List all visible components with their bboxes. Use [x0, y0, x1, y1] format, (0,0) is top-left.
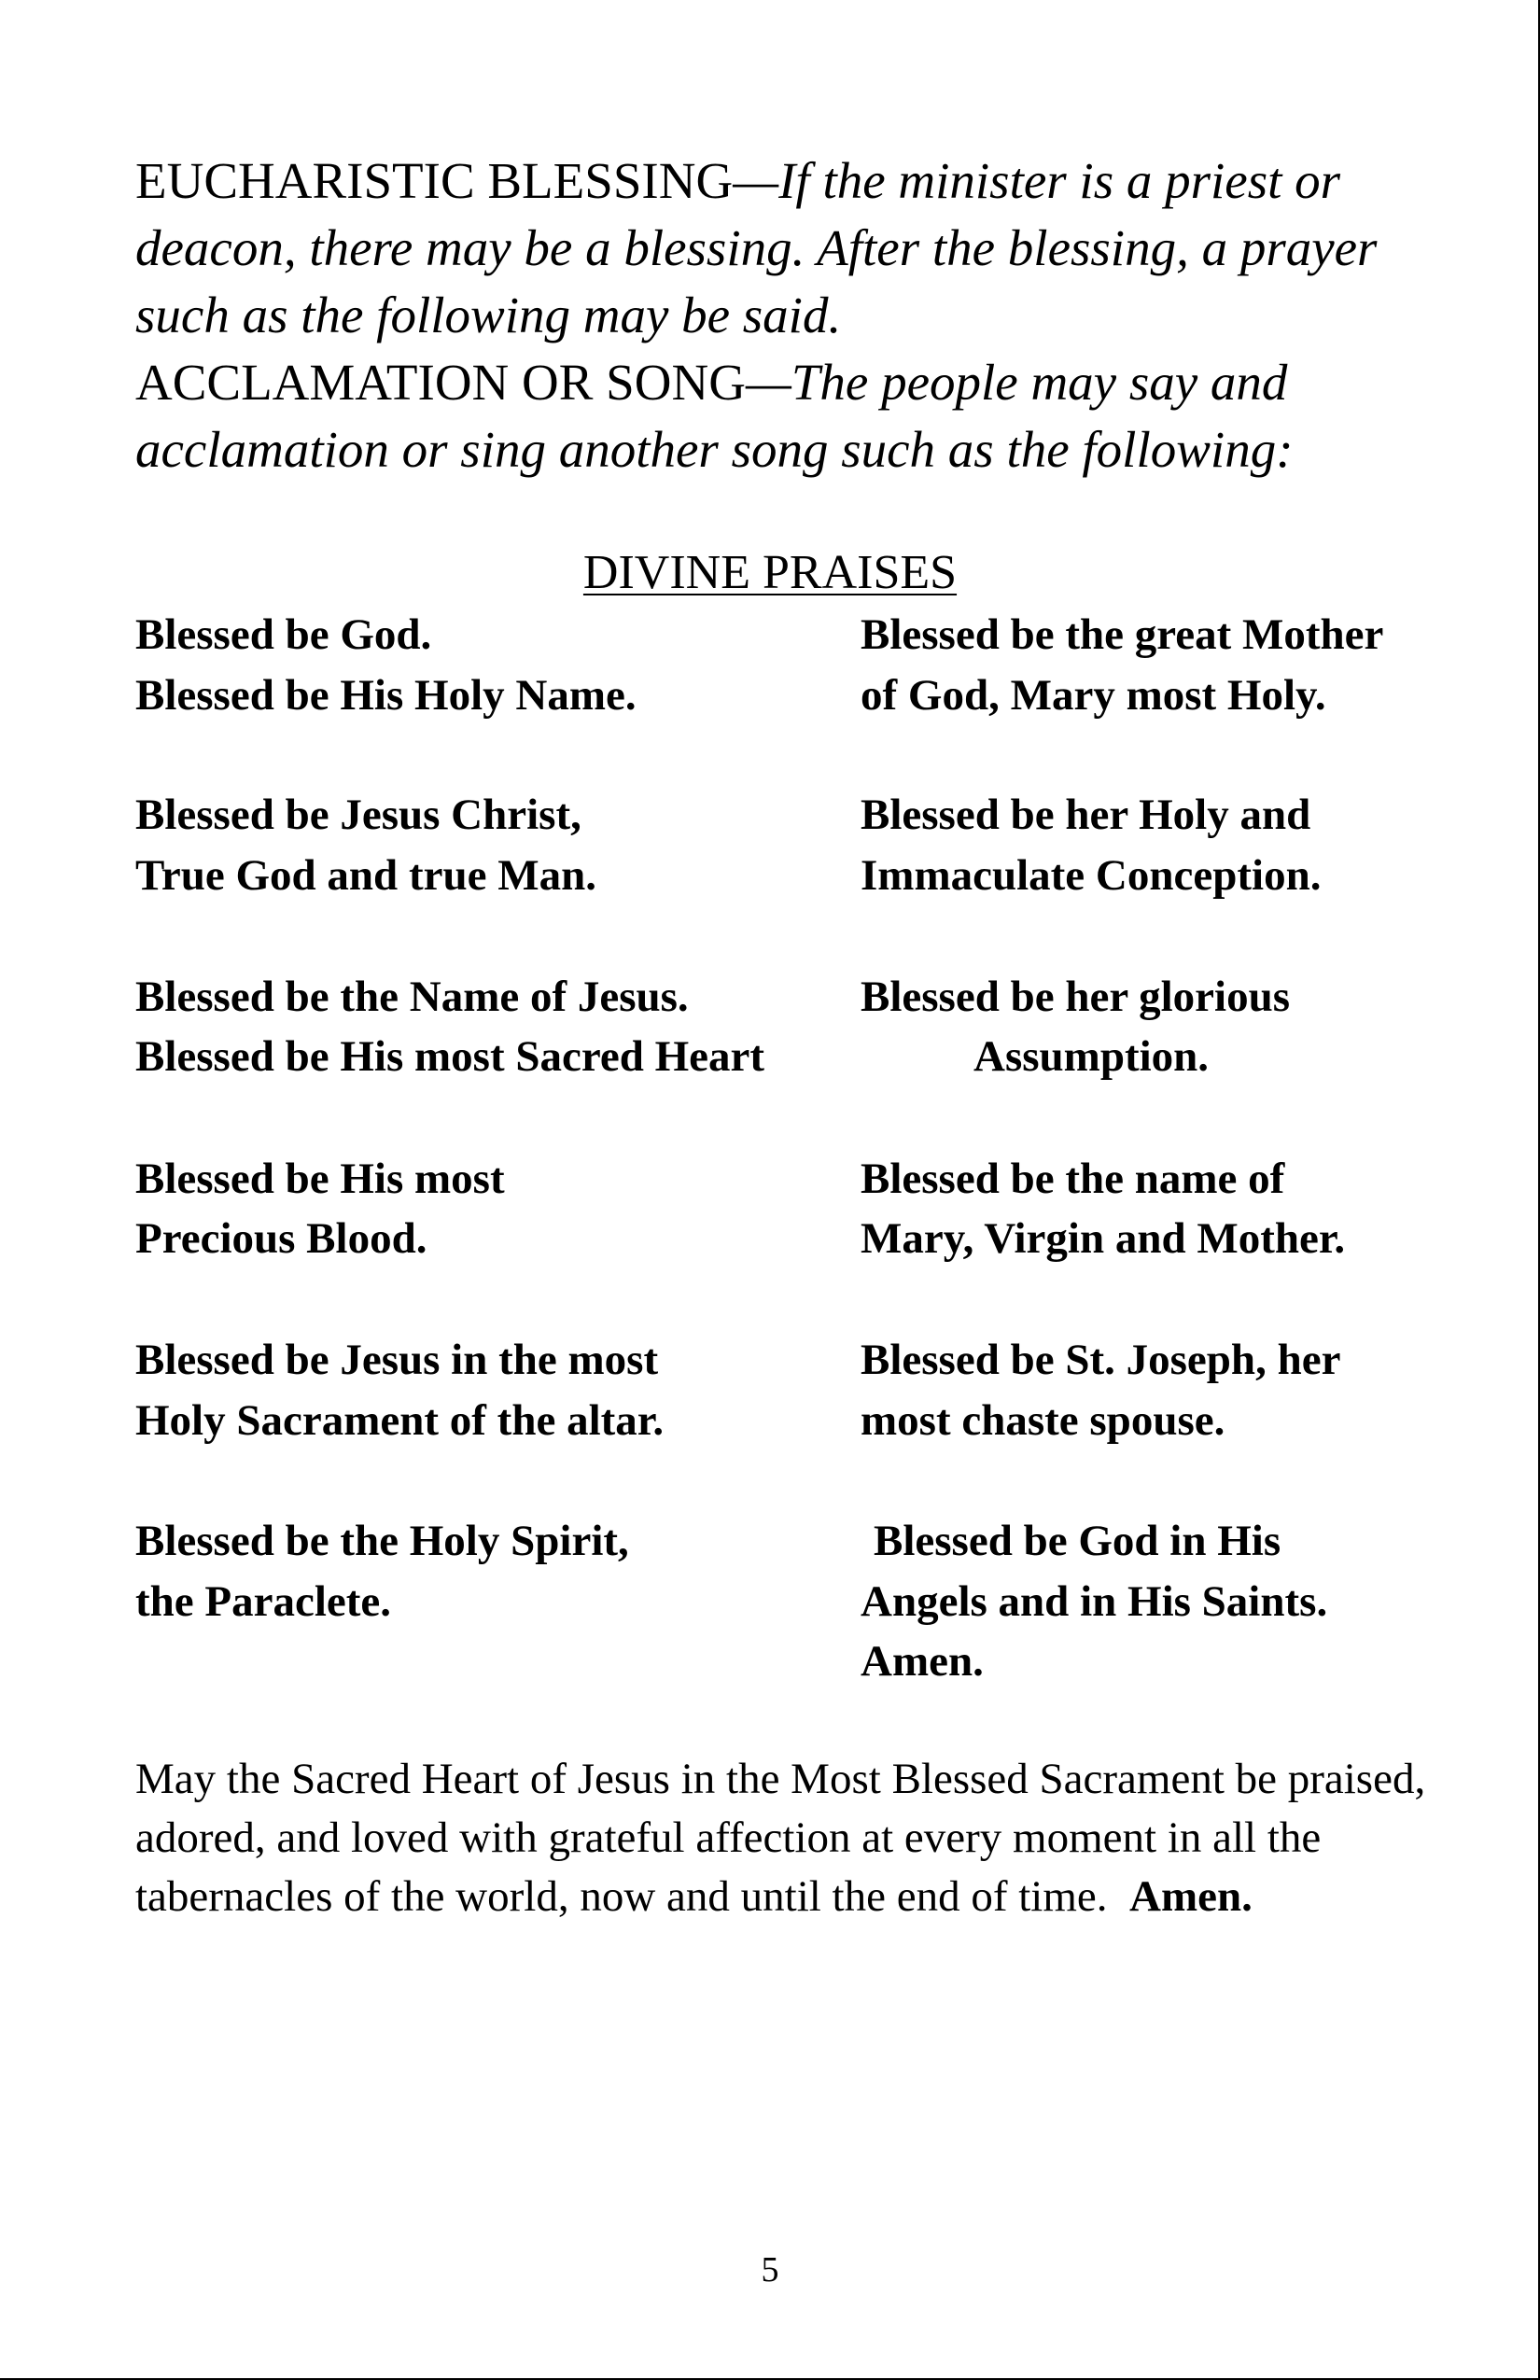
praise-right-line: of God, Mary most Holy.	[861, 671, 1326, 720]
intro-rubrics	[135, 147, 1479, 483]
praise-right-line: Angels and in His Saints.	[861, 1577, 1328, 1626]
praise-right-line: Immaculate Conception.	[861, 851, 1322, 900]
praise-left-line: the Paraclete.	[135, 1577, 392, 1626]
praise-right-line: Blessed be God in His	[874, 1517, 1281, 1565]
acclamation-paragraph	[135, 349, 1479, 483]
praise-left-line: Blessed be His most	[135, 1155, 505, 1203]
closing-prayer-text: May the Sacred Heart of Jesus in the Most Blessed Sacrament be praised, adored, and loved with grateful affection at every moment in all the tabernacles of the world, now and until the end of time.	[135, 1755, 1426, 1921]
praise-left-line: Holy Sacrament of the altar.	[135, 1396, 665, 1445]
page-number: 5	[761, 2250, 779, 2289]
acclamation-heading: ACCLAMATION OR SONG	[135, 354, 746, 411]
acclamation-rubric: —The people may say and acclamation or sing another song such as the following:	[135, 354, 1294, 478]
praise-right-line: Blessed be St. Joseph, her	[861, 1336, 1341, 1384]
divine-praises-title	[0, 545, 1540, 601]
praise-left-line: Blessed be His Holy Name.	[135, 671, 637, 720]
praise-left-line: Blessed be Jesus in the most	[135, 1336, 659, 1384]
praise-left-line: Blessed be Jesus Christ,	[135, 791, 581, 839]
praise-left-line: Blessed be the Name of Jesus.	[135, 973, 689, 1021]
praise-right-line: most chaste spouse.	[861, 1396, 1225, 1445]
divine-praises-title-text: DIVINE PRAISES	[582, 546, 958, 599]
praise-right-line: Assumption.	[973, 1032, 1210, 1081]
praise-right-line: Blessed be her Holy and	[861, 791, 1311, 839]
eucharistic-blessing-rubric: —If the minister is a priest or deacon, there may be a blessing. After the blessing, a prayer such as the following may be said.	[135, 152, 1378, 343]
eucharistic-blessing-heading: EUCHARISTIC BLESSING	[135, 152, 734, 209]
praise-left-line: Precious Blood.	[135, 1214, 427, 1263]
praise-left-line: Blessed be the Holy Spirit,	[135, 1517, 629, 1565]
praise-left-line: Blessed be God.	[135, 610, 432, 659]
praise-left-line: Blessed be His most Sacred Heart	[135, 1032, 765, 1081]
praise-left-line: True God and true Man.	[135, 851, 596, 900]
praise-right-line: Mary, Virgin and Mother.	[861, 1214, 1346, 1263]
closing-prayer	[135, 1750, 1442, 1926]
praise-right-line: Blessed be her glorious	[861, 973, 1291, 1021]
praise-right-line: Blessed be the great Mother	[861, 610, 1384, 659]
praise-right-line: Blessed be the name of	[861, 1155, 1285, 1203]
closing-amen: Amen.	[1129, 1872, 1253, 1921]
praise-right-line: Amen.	[861, 1637, 984, 1686]
eucharistic-blessing-paragraph	[135, 147, 1479, 349]
